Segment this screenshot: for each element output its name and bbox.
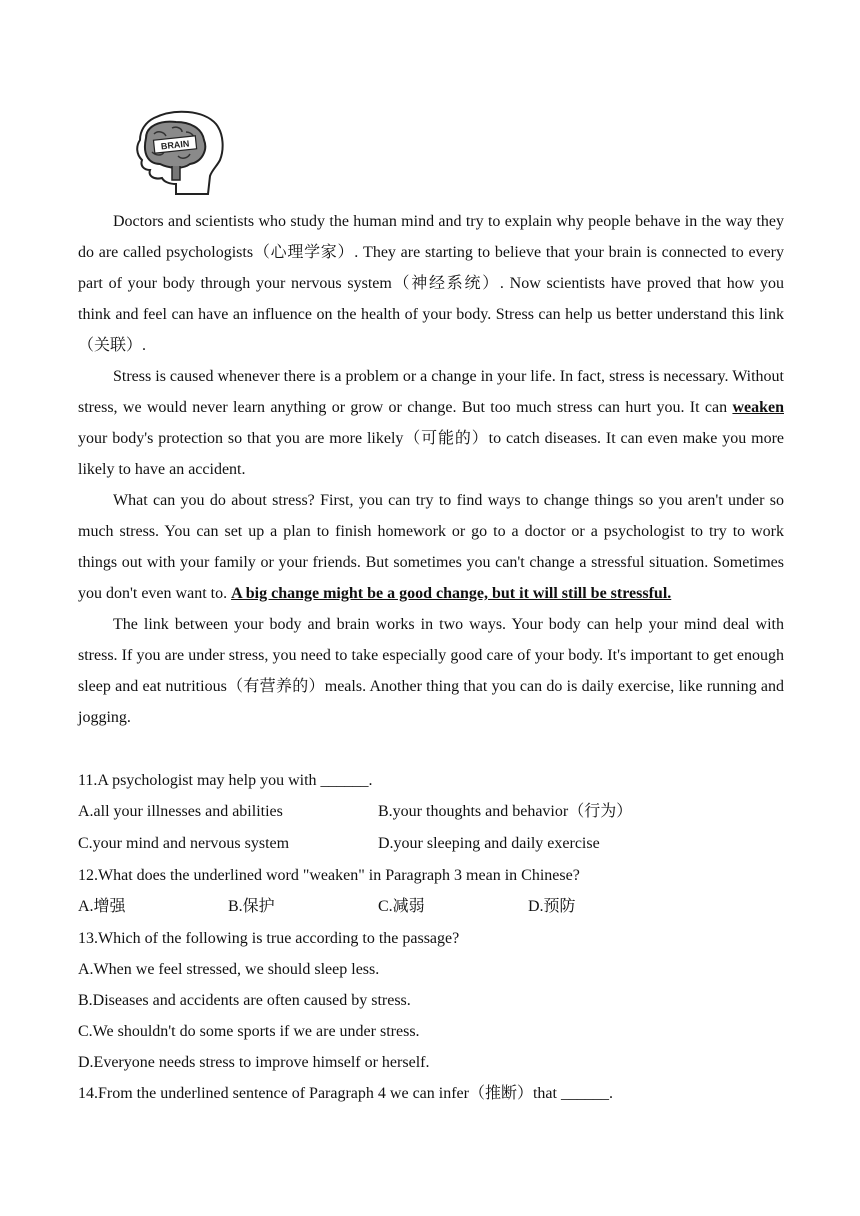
option-11-c: C.your mind and nervous system: [78, 835, 290, 852]
underlined-word-weaken: weaken: [732, 399, 784, 416]
question-11-options-row-2: [78, 828, 784, 860]
option-13-b: B.Diseases and accidents are often caused by stress.: [78, 992, 411, 1009]
option-11-a: A.all your illnesses and abilities: [78, 803, 283, 820]
paragraph-2: [78, 361, 784, 485]
paragraph-2-text-a: Stress is caused whenever there is a problem or a change in your life. In fact, stress is necessary. Without stress, we would never learn anything or grow or change. But too much stress can hurt you. It can: [78, 368, 784, 416]
brain-head-illustration: [124, 110, 230, 196]
reading-passage: [78, 206, 784, 733]
paragraph-3: [78, 485, 784, 609]
paragraph-3-text: What can you do about stress? First, you can try to find ways to change things so you aren't under so much stress. You can set up a plan to finish homework or go to a doctor or a psychologist to try to work things out with your family or your friends. But sometimes you can't change a stressful situation. Sometimes you don't even want to.: [78, 492, 784, 602]
question-11-options-row-1: [78, 796, 784, 828]
questions-section: [78, 765, 784, 1109]
option-12-c: C.减弱: [378, 898, 425, 915]
question-13: 13.Which of the following is true according to the passage?: [78, 930, 460, 947]
question-11: 11.A psychologist may help you with ______.: [78, 772, 373, 789]
option-13-d: D.Everyone needs stress to improve himself or herself.: [78, 1054, 430, 1071]
brain-label: BRAIN: [160, 138, 190, 152]
paragraph-1: Doctors and scientists who study the human mind and try to explain why people behave in the way they do are called psychologists（心理学家）. They are starting to believe that your brain is connected to every part of your body through your nervous system（神经系统）. Now scientists have proved that how you think and feel can have an influence on the health of your body. Stress can help us better understand this link（关联）.: [78, 213, 784, 354]
option-11-b: B.your thoughts and behavior（行为）: [378, 803, 633, 820]
option-12-a: A.增强: [78, 898, 126, 915]
option-12-d: D.预防: [528, 898, 576, 915]
option-12-b: B.保护: [228, 898, 275, 915]
option-13-a: A.When we feel stressed, we should sleep less.: [78, 961, 380, 978]
option-11-d: D.your sleeping and daily exercise: [378, 835, 600, 852]
question-12: 12.What does the underlined word "weaken" in Paragraph 3 mean in Chinese?: [78, 867, 580, 884]
question-12-options: [78, 891, 784, 923]
paragraph-2-text-b: your body's protection so that you are more likely（可能的）to catch diseases. It can even make you more likely to have an accident.: [78, 430, 784, 478]
question-14: 14.From the underlined sentence of Paragraph 4 we can infer（推断）that ______.: [78, 1085, 613, 1102]
option-13-c: C.We shouldn't do some sports if we are under stress.: [78, 1023, 420, 1040]
underlined-sentence: A big change might be a good change, but it will still be stressful.: [231, 585, 672, 602]
paragraph-4: The link between your body and brain works in two ways. Your body can help your mind deal with stress. If you are under stress, you need to take especially good care of your body. It's important to get enough sleep and eat nutritious（有营养的）meals. Another thing that you can do is daily exercise, like running and jogging.: [78, 616, 784, 726]
